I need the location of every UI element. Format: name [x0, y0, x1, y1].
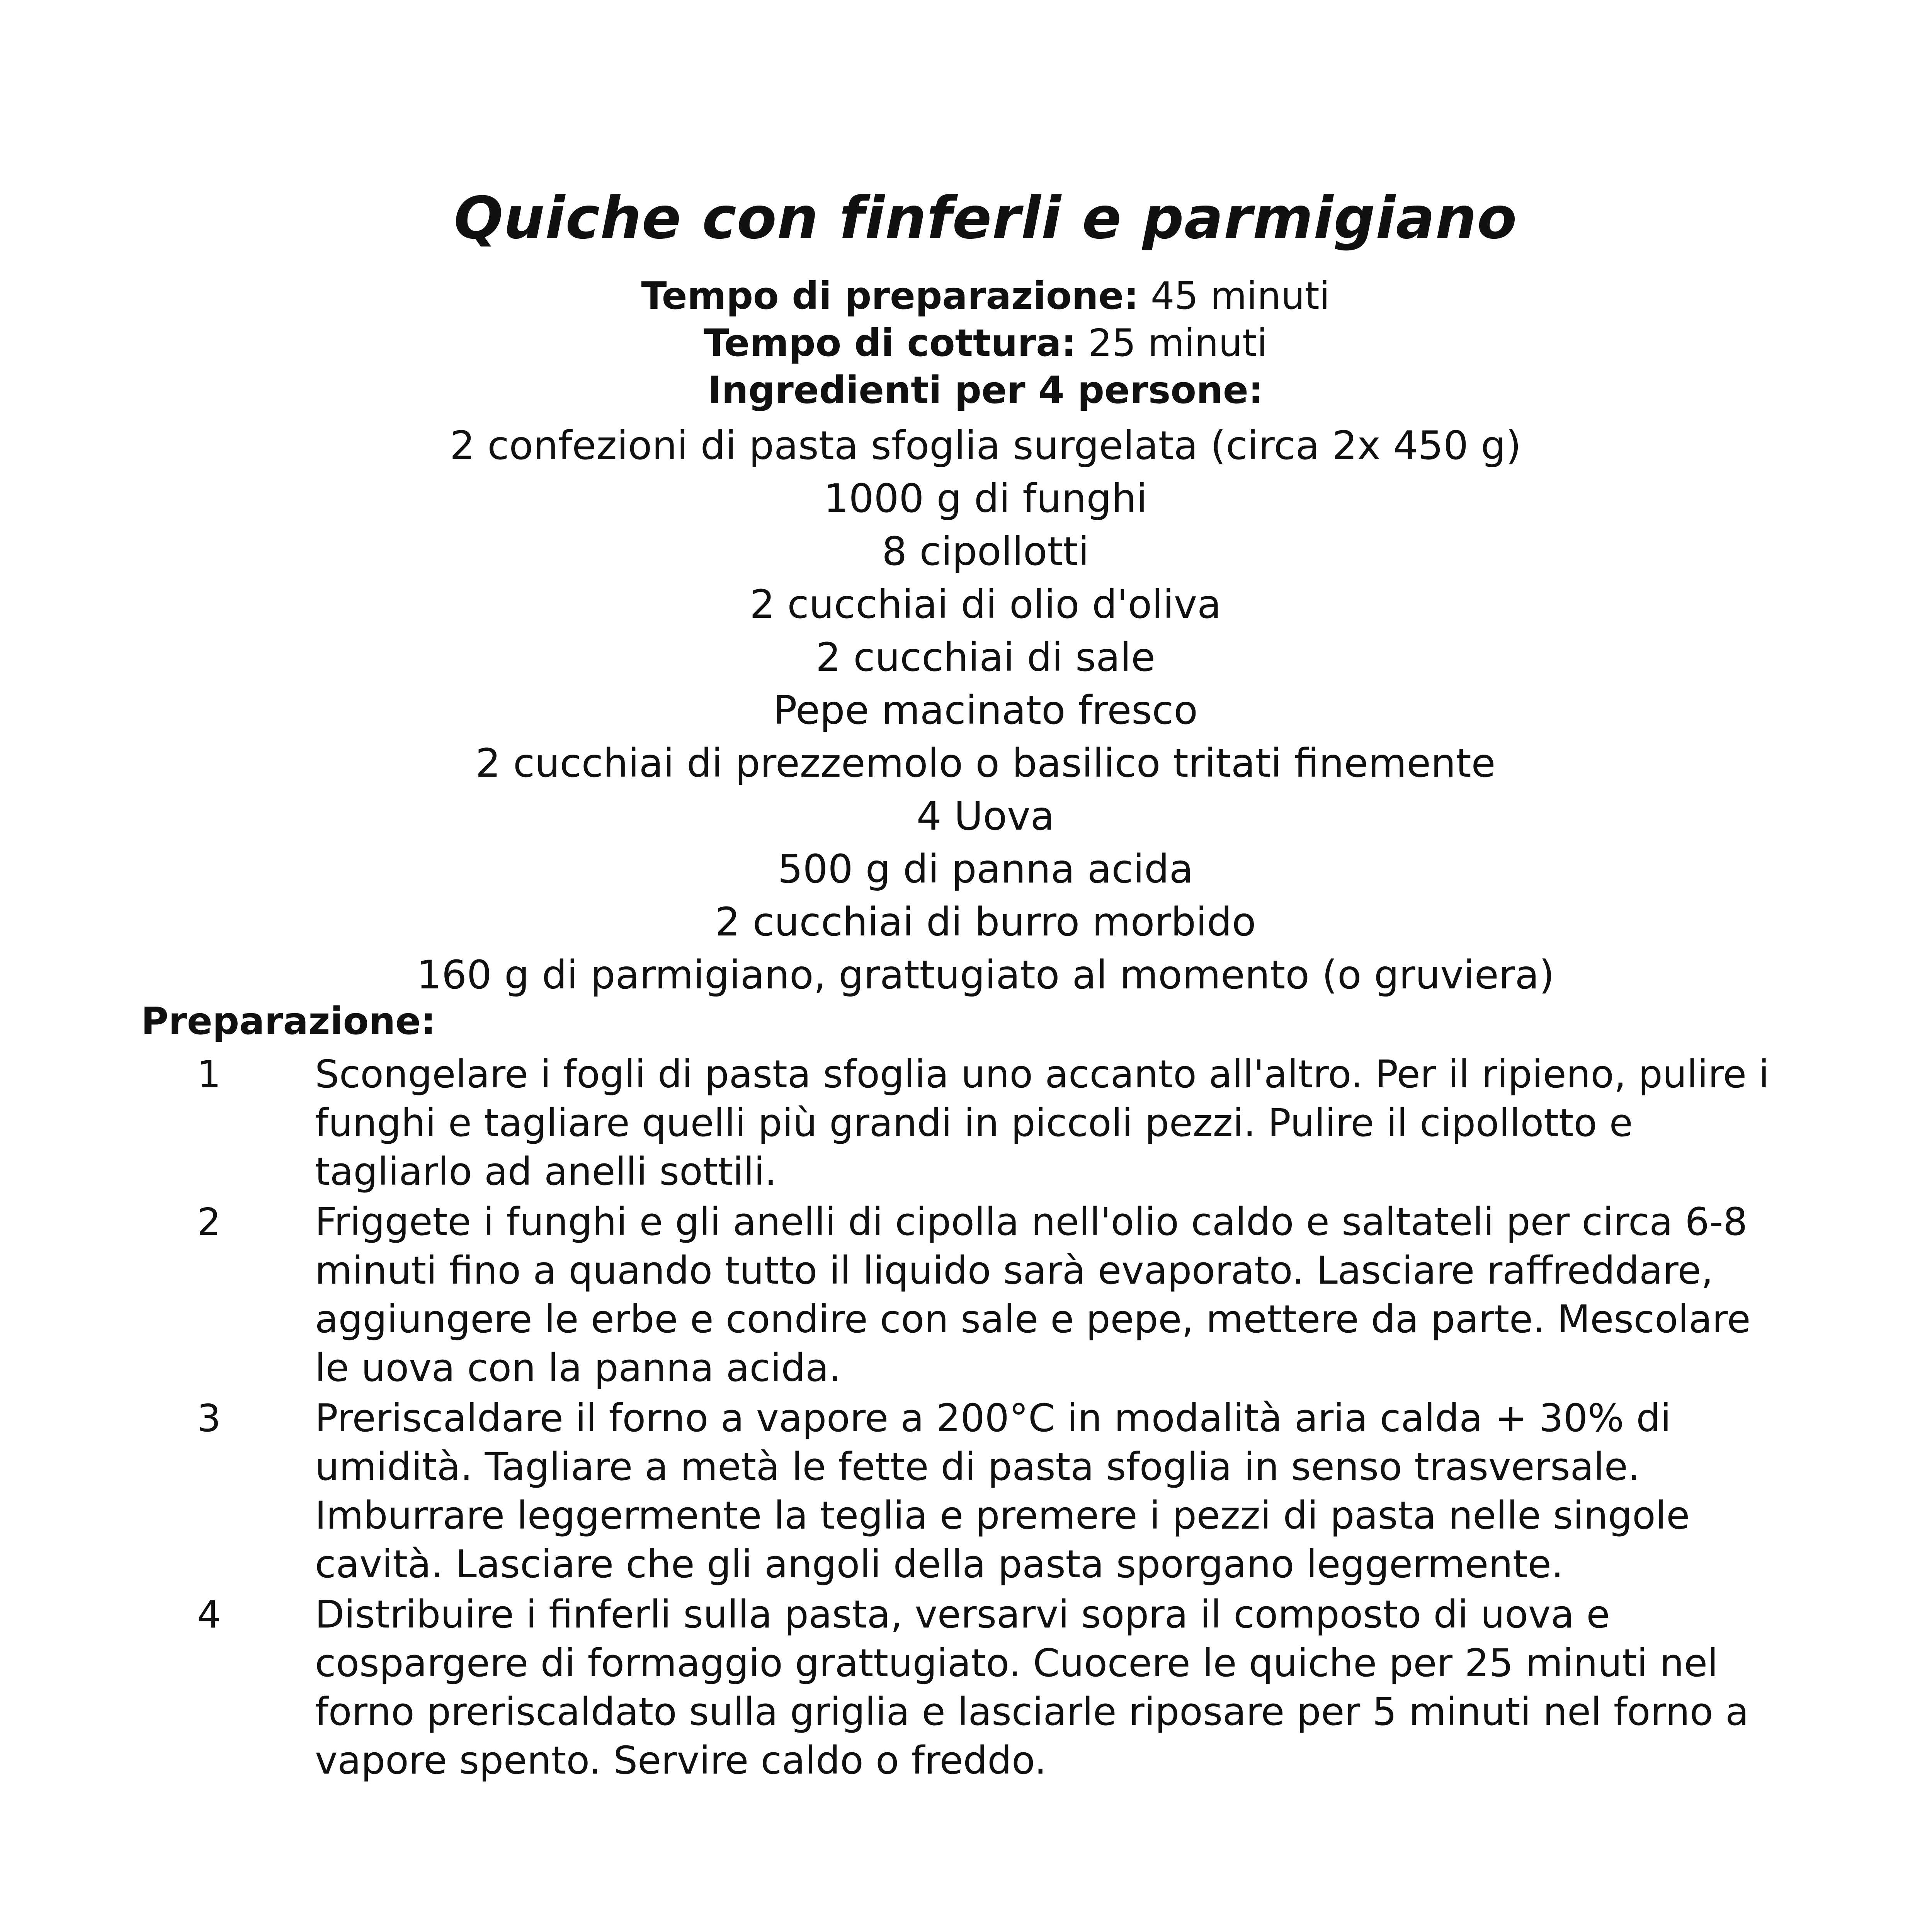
step-text: Preriscaldare il forno a vapore a 200°C in modalità aria calda + 30% di umidità. Tagliare a metà le fette di pasta sfoglia in senso trasversale. Imburrare leggermente la teglia e premere i pezzi di pasta nelle singole cavità. Lasciare che gli angoli della pasta sporgano leggermente.	[315, 1396, 1690, 1587]
step-text: Scongelare i fogli di pasta sfoglia uno accanto all'altro. Per il ripieno, pulire i funghi e tagliare quelli più grandi in piccoli pezzi. Pulire il cipollotto e tagliarlo ad anelli sottili.	[315, 1052, 1769, 1194]
ingredient-item: 500 g di panna acida	[777, 846, 1194, 892]
preparation-step	[0, 1590, 1932, 1785]
ingredients-list	[0, 419, 1932, 1002]
ingredients-heading: Ingredienti per 4 persone:	[707, 368, 1264, 412]
step-number: 4	[197, 1593, 221, 1636]
recipe-meta	[0, 272, 1932, 414]
ingredient-item: 1000 g di funghi	[823, 476, 1148, 522]
ingredient-item: 4 Uova	[916, 793, 1055, 839]
prep-time	[0, 272, 1932, 320]
ingredient-item: 8 cipollotti	[882, 529, 1089, 575]
preparation-step	[0, 1050, 1932, 1196]
ingredient-item: 2 cucchiai di prezzemolo o basilico tritati finemente	[475, 740, 1496, 786]
ingredient-item: Pepe macinato fresco	[773, 687, 1198, 733]
prep-time-label: Tempo di preparazione:	[641, 274, 1139, 318]
ingredient-item: 2 cucchiai di burro morbido	[715, 899, 1256, 945]
cook-time	[0, 320, 1932, 367]
cook-time-value: 25 minuti	[1076, 321, 1267, 365]
recipe-title: Quiche con finferli e parmigiano	[454, 185, 1517, 252]
step-text: Distribuire i finferli sulla pasta, versarvi sopra il composto di uova e cospargere di formaggio grattugiato. Cuocere le quiche per 25 minuti nel forno preriscaldato sulla griglia e lasciarle riposare per 5 minuti nel forno a vapore spento. Servire caldo o freddo.	[315, 1592, 1749, 1783]
step-number: 2	[197, 1200, 221, 1244]
ingredient-item: 160 g di parmigiano, grattugiato al momento (o gruviera)	[417, 952, 1554, 998]
preparation-heading: Preparazione:	[141, 999, 436, 1043]
ingredient-item: 2 confezioni di pasta sfoglia surgelata (circa 2x 450 g)	[450, 423, 1521, 469]
step-text: Friggete i funghi e gli anelli di cipolla nell'olio caldo e saltateli per circa 6-8 minuti fino a quando tutto il liquido sarà evaporato. Lasciare raffreddare, aggiungere le erbe e condire con sale e pepe, mettere da parte. Mescolare le uova con la panna acida.	[315, 1200, 1751, 1390]
ingredient-item: 2 cucchiai di sale	[816, 634, 1155, 680]
cook-time-label: Tempo di cottura:	[704, 321, 1077, 365]
step-number: 1	[197, 1053, 221, 1096]
step-number: 3	[197, 1396, 221, 1440]
prep-time-value: 45 minuti	[1139, 274, 1330, 318]
preparation-steps	[0, 1050, 1932, 1787]
ingredient-item: 2 cucchiai di olio d'oliva	[750, 582, 1221, 628]
preparation-step	[0, 1198, 1932, 1393]
preparation-step	[0, 1394, 1932, 1589]
